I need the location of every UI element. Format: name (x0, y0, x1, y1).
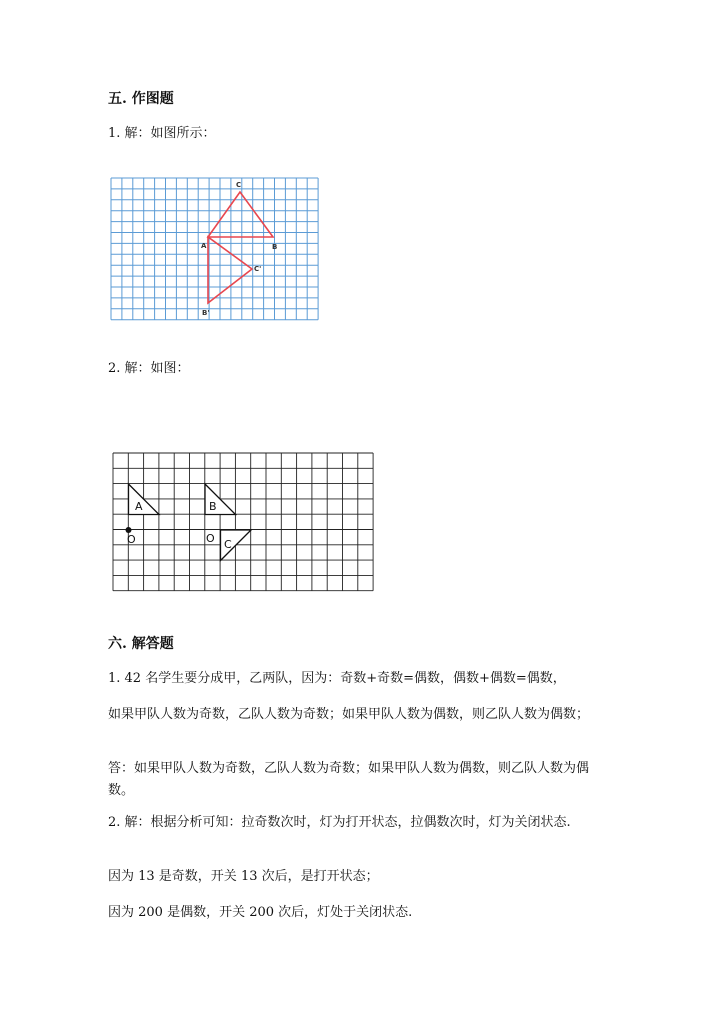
figure-2-grid (113, 453, 373, 591)
answer-2-line-3: 因为 200 是偶数，开关 200 次后，灯处于关闭状态. (108, 905, 413, 920)
shape-label-c: C (224, 538, 232, 551)
figure-2-grid-diagram (110, 450, 380, 595)
q1-label: 1. 解：如图所示： (108, 126, 216, 141)
point-label-a: A (201, 242, 207, 250)
point-label-b: B (272, 243, 278, 251)
triangle-ab-c-prime (208, 237, 252, 303)
figure-1-grid-diagram (110, 170, 330, 325)
answer-1-conclusion: 答：如果甲队人数为奇数，乙队人数为奇数；如果甲队人数为偶数，则乙队人数为偶数。 (108, 761, 590, 798)
point-label-b-prime: B' (202, 309, 210, 317)
answer-2-line-2: 因为 13 是奇数，开关 13 次后，是打开状态； (108, 869, 379, 884)
point-label-c: C (236, 181, 242, 189)
section-5-heading: 五. 作图题 (108, 91, 174, 107)
q2-label: 2. 解：如图： (108, 361, 190, 376)
answer-1-line-1: 1. 42 名学生要分成甲，乙两队，因为：奇数+奇数=偶数，偶数+偶数=偶数， (108, 671, 566, 686)
shape-label-b: B (209, 500, 217, 513)
shape-label-a: A (135, 500, 143, 513)
answer-1-line-2: 如果甲队人数为奇数，乙队人数为奇数；如果甲队人数为偶数，则乙队人数为偶数； (108, 707, 590, 722)
section-6-heading: 六. 解答题 (108, 636, 174, 652)
point-label-c-prime: C' (254, 265, 262, 273)
origin-label-o-2: O (206, 532, 215, 545)
answer-2-line-1: 2. 解：根据分析可知：拉奇数次时，灯为打开状态，拉偶数次时，灯为关闭状态. (108, 815, 571, 830)
origin-label-o-1: O (127, 533, 136, 546)
